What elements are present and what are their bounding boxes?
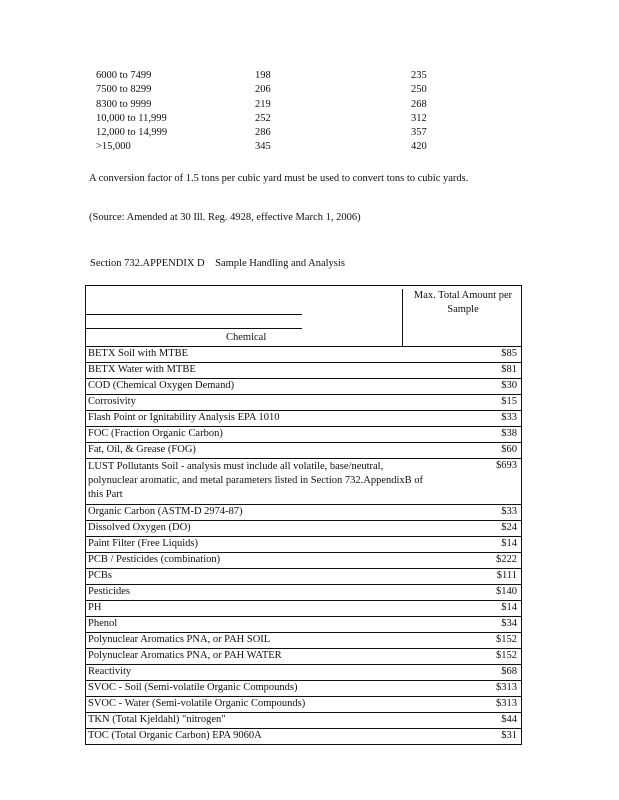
table-row <box>96 70 456 84</box>
range-cell: 12,000 to 14,999 <box>96 127 168 138</box>
value-cell: 268 <box>411 99 427 110</box>
table-row: TKN (Total Kjeldahl) "nitrogen" $44 <box>85 712 522 728</box>
table-row: Polynuclear Aromatics PNA, or PAH SOIL $152 <box>85 632 522 648</box>
table-row: PH $14 <box>85 600 522 616</box>
table-row: Flash Point or Ignitability Analysis EPA 1010 $33 <box>85 410 522 426</box>
table-row: SVOC - Water (Semi-volatile Organic Compounds) $313 <box>85 696 522 712</box>
value-cell: 219 <box>255 99 271 110</box>
table-row: Reactivity $68 <box>85 664 522 680</box>
table-row: Phenol $34 <box>85 616 522 632</box>
source-note: (Source: Amended at 30 Ill. Reg. 4928, effective March 1, 2006) <box>89 212 361 223</box>
sample-analysis-table <box>85 285 522 745</box>
table-row: TOC (Total Organic Carbon) EPA 9060A $31 <box>85 728 522 745</box>
table-row: PCBs $111 <box>85 568 522 584</box>
value-cell: 206 <box>255 84 271 95</box>
table-row <box>96 113 456 127</box>
table-row <box>96 127 456 141</box>
table-row <box>96 99 456 113</box>
header-chemical: Chemical <box>226 332 267 343</box>
table-row: BETX Water with MTBE $81 <box>85 362 522 378</box>
value-cell: 357 <box>411 127 427 138</box>
value-cell: 345 <box>255 141 271 152</box>
table-row: FOC (Fraction Organic Carbon) $38 <box>85 426 522 442</box>
value-cell: 235 <box>411 70 427 81</box>
range-cell: 10,000 to 11,999 <box>96 113 167 124</box>
table-row <box>96 141 456 155</box>
table-row: COD (Chemical Oxygen Demand) $30 <box>85 378 522 394</box>
table-row: Dissolved Oxygen (DO) $24 <box>85 520 522 536</box>
conversion-note: A conversion factor of 1.5 tons per cubic yard must be used to convert tons to cubic yards. <box>89 173 469 184</box>
table-row: PCB / Pesticides (combination) $222 <box>85 552 522 568</box>
value-cell: 312 <box>411 113 427 124</box>
section-heading: Section 732.APPENDIX D Sample Handling and Analysis <box>90 258 345 269</box>
value-cell: 252 <box>255 113 271 124</box>
table-header <box>85 285 522 346</box>
table-row: Pesticides $140 <box>85 584 522 600</box>
range-cell: >15,000 <box>96 141 131 152</box>
table-row: BETX Soil with MTBE $85 <box>85 346 522 362</box>
table-row <box>96 84 456 98</box>
value-cell: 420 <box>411 141 427 152</box>
range-cell: 8300 to 9999 <box>96 99 152 110</box>
range-cell: 6000 to 7499 <box>96 70 152 81</box>
table-row: SVOC - Soil (Semi-volatile Organic Compounds) $313 <box>85 680 522 696</box>
value-cell: 286 <box>255 127 271 138</box>
table-row: Fat, Oil, & Grease (FOG) $60 <box>85 442 522 458</box>
table-row: Polynuclear Aromatics PNA, or PAH WATER $152 <box>85 648 522 664</box>
header-max-amount: Max. Total Amount per Sample <box>402 289 523 346</box>
value-cell: 198 <box>255 70 271 81</box>
range-cell: 7500 to 8299 <box>96 84 152 95</box>
value-cell: 250 <box>411 84 427 95</box>
table-row: Corrosivity $15 <box>85 394 522 410</box>
table-row: Organic Carbon (ASTM-D 2974-87) $33 <box>85 504 522 520</box>
table-row: Paint Filter (Free Liquids) $14 <box>85 536 522 552</box>
table-row: LUST Pollutants Soil - analysis must include all volatile, base/neutral, polynuclear aromatic, and metal parameters listed in Section 732.AppendixB of this Part $693 <box>85 458 522 504</box>
